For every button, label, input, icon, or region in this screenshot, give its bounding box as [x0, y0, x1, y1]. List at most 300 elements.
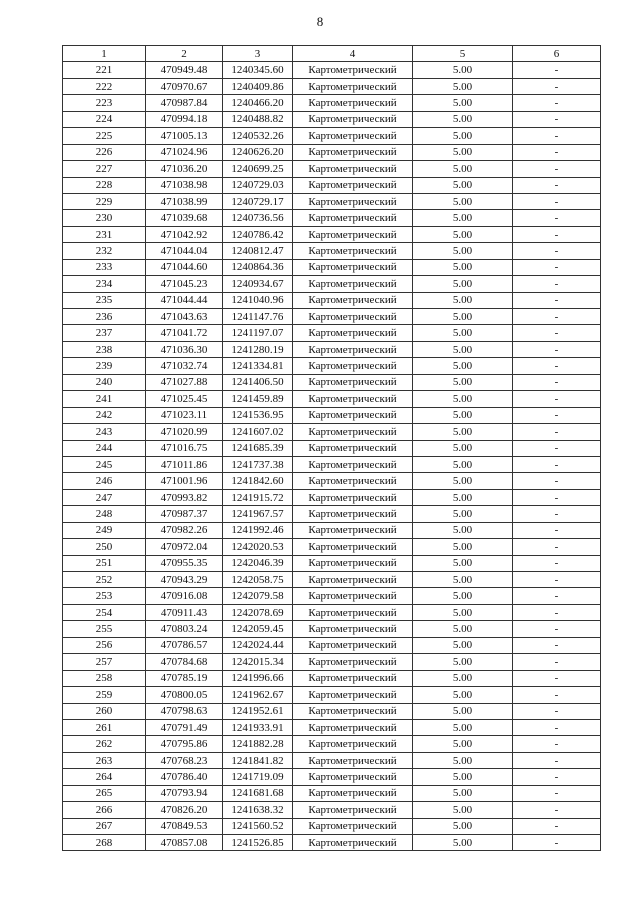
- method-cell: Картометрический: [293, 687, 413, 703]
- note-cell: -: [513, 407, 601, 423]
- method-cell: Картометрический: [293, 654, 413, 670]
- accuracy-cell: 5.00: [413, 276, 513, 292]
- point-number-cell: 227: [63, 161, 146, 177]
- table-row: [63, 193, 601, 209]
- accuracy-cell: 5.00: [413, 259, 513, 275]
- accuracy-cell: 5.00: [413, 456, 513, 472]
- method-cell: Картометрический: [293, 522, 413, 538]
- accuracy-cell: 5.00: [413, 440, 513, 456]
- table-row: [63, 226, 601, 242]
- point-number-cell: 252: [63, 572, 146, 588]
- note-cell: -: [513, 62, 601, 78]
- method-cell: Картометрический: [293, 604, 413, 620]
- method-cell: Картометрический: [293, 243, 413, 259]
- y-coordinate-cell: 1240729.03: [223, 177, 293, 193]
- table-row: [63, 111, 601, 127]
- note-cell: -: [513, 193, 601, 209]
- y-coordinate-cell: 1241882.28: [223, 736, 293, 752]
- point-number-cell: 264: [63, 769, 146, 785]
- page-number: 8: [316, 14, 324, 29]
- x-coordinate-cell: 471045.23: [146, 276, 223, 292]
- y-coordinate-cell: 1242078.69: [223, 604, 293, 620]
- table-row: [63, 374, 601, 390]
- method-cell: Картометрический: [293, 506, 413, 522]
- accuracy-cell: 5.00: [413, 111, 513, 127]
- y-coordinate-cell: 1240626.20: [223, 144, 293, 160]
- y-coordinate-cell: 1240488.82: [223, 111, 293, 127]
- x-coordinate-cell: 471001.96: [146, 473, 223, 489]
- accuracy-cell: 5.00: [413, 292, 513, 308]
- method-cell: Картометрический: [293, 802, 413, 818]
- method-cell: Картометрический: [293, 309, 413, 325]
- x-coordinate-cell: 471039.68: [146, 210, 223, 226]
- point-number-cell: 233: [63, 259, 146, 275]
- method-cell: Картометрический: [293, 177, 413, 193]
- note-cell: -: [513, 703, 601, 719]
- accuracy-cell: 5.00: [413, 703, 513, 719]
- table-row: [63, 95, 601, 111]
- note-cell: -: [513, 752, 601, 768]
- method-cell: Картометрический: [293, 719, 413, 735]
- y-coordinate-cell: 1241560.52: [223, 818, 293, 834]
- accuracy-cell: 5.00: [413, 572, 513, 588]
- accuracy-cell: 5.00: [413, 210, 513, 226]
- column-header: 6: [513, 46, 601, 62]
- accuracy-cell: 5.00: [413, 391, 513, 407]
- y-coordinate-cell: 1242024.44: [223, 637, 293, 653]
- y-coordinate-cell: 1241040.96: [223, 292, 293, 308]
- note-cell: -: [513, 785, 601, 801]
- accuracy-cell: 5.00: [413, 243, 513, 259]
- method-cell: Картометрический: [293, 769, 413, 785]
- accuracy-cell: 5.00: [413, 719, 513, 735]
- note-cell: -: [513, 243, 601, 259]
- accuracy-cell: 5.00: [413, 687, 513, 703]
- note-cell: -: [513, 456, 601, 472]
- accuracy-cell: 5.00: [413, 358, 513, 374]
- point-number-cell: 232: [63, 243, 146, 259]
- y-coordinate-cell: 1240466.20: [223, 95, 293, 111]
- x-coordinate-cell: 471036.20: [146, 161, 223, 177]
- method-cell: Картометрический: [293, 670, 413, 686]
- point-number-cell: 244: [63, 440, 146, 456]
- note-cell: -: [513, 424, 601, 440]
- y-coordinate-cell: 1240934.67: [223, 276, 293, 292]
- accuracy-cell: 5.00: [413, 309, 513, 325]
- accuracy-cell: 5.00: [413, 752, 513, 768]
- table-row: [63, 358, 601, 374]
- table-row: [63, 719, 601, 735]
- accuracy-cell: 5.00: [413, 424, 513, 440]
- method-cell: Картометрический: [293, 407, 413, 423]
- x-coordinate-cell: 470943.29: [146, 572, 223, 588]
- method-cell: Картометрический: [293, 128, 413, 144]
- y-coordinate-cell: 1240699.25: [223, 161, 293, 177]
- point-number-cell: 268: [63, 835, 146, 851]
- x-coordinate-cell: 470857.08: [146, 835, 223, 851]
- table-row: [63, 637, 601, 653]
- x-coordinate-cell: 470793.94: [146, 785, 223, 801]
- y-coordinate-cell: 1241638.32: [223, 802, 293, 818]
- x-coordinate-cell: 471020.99: [146, 424, 223, 440]
- table-row: [63, 703, 601, 719]
- method-cell: Картометрический: [293, 539, 413, 555]
- y-coordinate-cell: 1241933.91: [223, 719, 293, 735]
- accuracy-cell: 5.00: [413, 407, 513, 423]
- note-cell: -: [513, 621, 601, 637]
- note-cell: -: [513, 226, 601, 242]
- table-row: [63, 259, 601, 275]
- note-cell: -: [513, 522, 601, 538]
- x-coordinate-cell: 470803.24: [146, 621, 223, 637]
- accuracy-cell: 5.00: [413, 341, 513, 357]
- point-number-cell: 229: [63, 193, 146, 209]
- table-row: [63, 818, 601, 834]
- point-number-cell: 258: [63, 670, 146, 686]
- table-row: [63, 489, 601, 505]
- column-header: 3: [223, 46, 293, 62]
- method-cell: Картометрический: [293, 456, 413, 472]
- point-number-cell: 224: [63, 111, 146, 127]
- table-row: [63, 62, 601, 78]
- y-coordinate-cell: 1241147.76: [223, 309, 293, 325]
- note-cell: -: [513, 341, 601, 357]
- table-row: [63, 588, 601, 604]
- x-coordinate-cell: 470785.19: [146, 670, 223, 686]
- note-cell: -: [513, 161, 601, 177]
- note-cell: -: [513, 309, 601, 325]
- method-cell: Картометрический: [293, 489, 413, 505]
- x-coordinate-cell: 470993.82: [146, 489, 223, 505]
- point-number-cell: 265: [63, 785, 146, 801]
- accuracy-cell: 5.00: [413, 193, 513, 209]
- table-row: [63, 325, 601, 341]
- x-coordinate-cell: 471016.75: [146, 440, 223, 456]
- note-cell: -: [513, 802, 601, 818]
- note-cell: -: [513, 325, 601, 341]
- table-row: [63, 456, 601, 472]
- y-coordinate-cell: 1240786.42: [223, 226, 293, 242]
- y-coordinate-cell: 1240729.17: [223, 193, 293, 209]
- x-coordinate-cell: 470768.23: [146, 752, 223, 768]
- note-cell: -: [513, 374, 601, 390]
- point-number-cell: 249: [63, 522, 146, 538]
- point-number-cell: 245: [63, 456, 146, 472]
- method-cell: Картометрический: [293, 835, 413, 851]
- x-coordinate-cell: 470949.48: [146, 62, 223, 78]
- point-number-cell: 250: [63, 539, 146, 555]
- point-number-cell: 248: [63, 506, 146, 522]
- accuracy-cell: 5.00: [413, 226, 513, 242]
- note-cell: -: [513, 604, 601, 620]
- table-row: [63, 341, 601, 357]
- point-number-cell: 235: [63, 292, 146, 308]
- point-number-cell: 243: [63, 424, 146, 440]
- y-coordinate-cell: 1241962.67: [223, 687, 293, 703]
- x-coordinate-cell: 470987.37: [146, 506, 223, 522]
- method-cell: Картометрический: [293, 621, 413, 637]
- method-cell: Картометрический: [293, 161, 413, 177]
- point-number-cell: 223: [63, 95, 146, 111]
- method-cell: Картометрический: [293, 111, 413, 127]
- method-cell: Картометрический: [293, 95, 413, 111]
- y-coordinate-cell: 1241526.85: [223, 835, 293, 851]
- y-coordinate-cell: 1241685.39: [223, 440, 293, 456]
- x-coordinate-cell: 470786.57: [146, 637, 223, 653]
- accuracy-cell: 5.00: [413, 621, 513, 637]
- column-header: 5: [413, 46, 513, 62]
- x-coordinate-cell: 471044.44: [146, 292, 223, 308]
- accuracy-cell: 5.00: [413, 128, 513, 144]
- x-coordinate-cell: 470786.40: [146, 769, 223, 785]
- method-cell: Картометрический: [293, 62, 413, 78]
- point-number-cell: 257: [63, 654, 146, 670]
- note-cell: -: [513, 506, 601, 522]
- method-cell: Картометрический: [293, 703, 413, 719]
- note-cell: -: [513, 539, 601, 555]
- x-coordinate-cell: 471027.88: [146, 374, 223, 390]
- method-cell: Картометрический: [293, 752, 413, 768]
- x-coordinate-cell: 470972.04: [146, 539, 223, 555]
- x-coordinate-cell: 470795.86: [146, 736, 223, 752]
- accuracy-cell: 5.00: [413, 161, 513, 177]
- column-header: 1: [63, 46, 146, 62]
- point-number-cell: 236: [63, 309, 146, 325]
- note-cell: -: [513, 736, 601, 752]
- table-row: [63, 128, 601, 144]
- table-row: [63, 687, 601, 703]
- method-cell: Картометрический: [293, 736, 413, 752]
- x-coordinate-cell: 470849.53: [146, 818, 223, 834]
- method-cell: Картометрический: [293, 259, 413, 275]
- table-row: [63, 604, 601, 620]
- accuracy-cell: 5.00: [413, 78, 513, 94]
- table-row: [63, 177, 601, 193]
- table-row: [63, 621, 601, 637]
- method-cell: Картометрический: [293, 473, 413, 489]
- method-cell: Картометрический: [293, 785, 413, 801]
- accuracy-cell: 5.00: [413, 555, 513, 571]
- x-coordinate-cell: 471042.92: [146, 226, 223, 242]
- point-number-cell: 234: [63, 276, 146, 292]
- accuracy-cell: 5.00: [413, 95, 513, 111]
- y-coordinate-cell: 1242058.75: [223, 572, 293, 588]
- table-row: [63, 555, 601, 571]
- method-cell: Картометрический: [293, 572, 413, 588]
- point-number-cell: 246: [63, 473, 146, 489]
- method-cell: Картометрический: [293, 292, 413, 308]
- x-coordinate-cell: 470987.84: [146, 95, 223, 111]
- table-row: [63, 391, 601, 407]
- accuracy-cell: 5.00: [413, 835, 513, 851]
- accuracy-cell: 5.00: [413, 522, 513, 538]
- x-coordinate-cell: 471036.30: [146, 341, 223, 357]
- method-cell: Картометрический: [293, 78, 413, 94]
- point-number-cell: 238: [63, 341, 146, 357]
- table-row: [63, 309, 601, 325]
- note-cell: -: [513, 637, 601, 653]
- method-cell: Картометрический: [293, 144, 413, 160]
- x-coordinate-cell: 471038.99: [146, 193, 223, 209]
- method-cell: Картометрический: [293, 341, 413, 357]
- y-coordinate-cell: 1241967.57: [223, 506, 293, 522]
- point-number-cell: 225: [63, 128, 146, 144]
- note-cell: -: [513, 489, 601, 505]
- y-coordinate-cell: 1242020.53: [223, 539, 293, 555]
- y-coordinate-cell: 1242015.34: [223, 654, 293, 670]
- method-cell: Картометрический: [293, 588, 413, 604]
- y-coordinate-cell: 1241719.09: [223, 769, 293, 785]
- table-row: [63, 210, 601, 226]
- table-row: [63, 802, 601, 818]
- y-coordinate-cell: 1240409.86: [223, 78, 293, 94]
- point-number-cell: 251: [63, 555, 146, 571]
- table-row: [63, 785, 601, 801]
- y-coordinate-cell: 1240345.60: [223, 62, 293, 78]
- method-cell: Картометрический: [293, 391, 413, 407]
- accuracy-cell: 5.00: [413, 177, 513, 193]
- note-cell: -: [513, 111, 601, 127]
- note-cell: -: [513, 391, 601, 407]
- table-row: [63, 539, 601, 555]
- accuracy-cell: 5.00: [413, 473, 513, 489]
- x-coordinate-cell: 471024.96: [146, 144, 223, 160]
- accuracy-cell: 5.00: [413, 818, 513, 834]
- point-number-cell: 256: [63, 637, 146, 653]
- y-coordinate-cell: 1241406.50: [223, 374, 293, 390]
- y-coordinate-cell: 1241842.60: [223, 473, 293, 489]
- note-cell: -: [513, 687, 601, 703]
- accuracy-cell: 5.00: [413, 325, 513, 341]
- table-row: [63, 506, 601, 522]
- point-number-cell: 241: [63, 391, 146, 407]
- note-cell: -: [513, 358, 601, 374]
- x-coordinate-cell: 470791.49: [146, 719, 223, 735]
- table-row: [63, 276, 601, 292]
- x-coordinate-cell: 471041.72: [146, 325, 223, 341]
- table-row: [63, 473, 601, 489]
- note-cell: -: [513, 440, 601, 456]
- x-coordinate-cell: 470916.08: [146, 588, 223, 604]
- table-row: [63, 769, 601, 785]
- y-coordinate-cell: 1242079.58: [223, 588, 293, 604]
- method-cell: Картометрический: [293, 440, 413, 456]
- point-number-cell: 231: [63, 226, 146, 242]
- point-number-cell: 226: [63, 144, 146, 160]
- table-row: [63, 144, 601, 160]
- column-header: 2: [146, 46, 223, 62]
- note-cell: -: [513, 769, 601, 785]
- x-coordinate-cell: 470784.68: [146, 654, 223, 670]
- method-cell: Картометрический: [293, 325, 413, 341]
- x-coordinate-cell: 470982.26: [146, 522, 223, 538]
- y-coordinate-cell: 1241280.19: [223, 341, 293, 357]
- point-number-cell: 230: [63, 210, 146, 226]
- accuracy-cell: 5.00: [413, 802, 513, 818]
- method-cell: Картометрический: [293, 424, 413, 440]
- accuracy-cell: 5.00: [413, 637, 513, 653]
- y-coordinate-cell: 1241197.07: [223, 325, 293, 341]
- x-coordinate-cell: 470911.43: [146, 604, 223, 620]
- accuracy-cell: 5.00: [413, 144, 513, 160]
- method-cell: Картометрический: [293, 358, 413, 374]
- note-cell: -: [513, 473, 601, 489]
- table-row: [63, 522, 601, 538]
- y-coordinate-cell: 1241952.61: [223, 703, 293, 719]
- y-coordinate-cell: 1241536.95: [223, 407, 293, 423]
- y-coordinate-cell: 1241459.89: [223, 391, 293, 407]
- point-number-cell: 242: [63, 407, 146, 423]
- y-coordinate-cell: 1241334.81: [223, 358, 293, 374]
- x-coordinate-cell: 471005.13: [146, 128, 223, 144]
- table-row: [63, 670, 601, 686]
- y-coordinate-cell: 1241915.72: [223, 489, 293, 505]
- y-coordinate-cell: 1241992.46: [223, 522, 293, 538]
- point-number-cell: 261: [63, 719, 146, 735]
- method-cell: Картометрический: [293, 193, 413, 209]
- point-number-cell: 228: [63, 177, 146, 193]
- accuracy-cell: 5.00: [413, 489, 513, 505]
- note-cell: -: [513, 835, 601, 851]
- accuracy-cell: 5.00: [413, 588, 513, 604]
- point-number-cell: 266: [63, 802, 146, 818]
- point-number-cell: 254: [63, 604, 146, 620]
- x-coordinate-cell: 471023.11: [146, 407, 223, 423]
- note-cell: -: [513, 210, 601, 226]
- point-number-cell: 221: [63, 62, 146, 78]
- accuracy-cell: 5.00: [413, 62, 513, 78]
- point-number-cell: 262: [63, 736, 146, 752]
- point-number-cell: 267: [63, 818, 146, 834]
- point-number-cell: 237: [63, 325, 146, 341]
- point-number-cell: 222: [63, 78, 146, 94]
- x-coordinate-cell: 470994.18: [146, 111, 223, 127]
- table-row: [63, 835, 601, 851]
- coordinates-table: [62, 45, 601, 851]
- accuracy-cell: 5.00: [413, 506, 513, 522]
- table-row: [63, 424, 601, 440]
- note-cell: -: [513, 555, 601, 571]
- note-cell: -: [513, 144, 601, 160]
- note-cell: -: [513, 292, 601, 308]
- point-number-cell: 247: [63, 489, 146, 505]
- accuracy-cell: 5.00: [413, 736, 513, 752]
- method-cell: Картометрический: [293, 374, 413, 390]
- method-cell: Картометрический: [293, 226, 413, 242]
- method-cell: Картометрический: [293, 818, 413, 834]
- accuracy-cell: 5.00: [413, 769, 513, 785]
- y-coordinate-cell: 1241737.38: [223, 456, 293, 472]
- y-coordinate-cell: 1240812.47: [223, 243, 293, 259]
- y-coordinate-cell: 1241841.82: [223, 752, 293, 768]
- accuracy-cell: 5.00: [413, 374, 513, 390]
- x-coordinate-cell: 471025.45: [146, 391, 223, 407]
- accuracy-cell: 5.00: [413, 654, 513, 670]
- y-coordinate-cell: 1242059.45: [223, 621, 293, 637]
- point-number-cell: 263: [63, 752, 146, 768]
- accuracy-cell: 5.00: [413, 785, 513, 801]
- x-coordinate-cell: 471044.60: [146, 259, 223, 275]
- table-row: [63, 292, 601, 308]
- note-cell: -: [513, 177, 601, 193]
- x-coordinate-cell: 471011.86: [146, 456, 223, 472]
- point-number-cell: 239: [63, 358, 146, 374]
- table-row: [63, 752, 601, 768]
- table-row: [63, 736, 601, 752]
- accuracy-cell: 5.00: [413, 670, 513, 686]
- note-cell: -: [513, 654, 601, 670]
- x-coordinate-cell: 470798.63: [146, 703, 223, 719]
